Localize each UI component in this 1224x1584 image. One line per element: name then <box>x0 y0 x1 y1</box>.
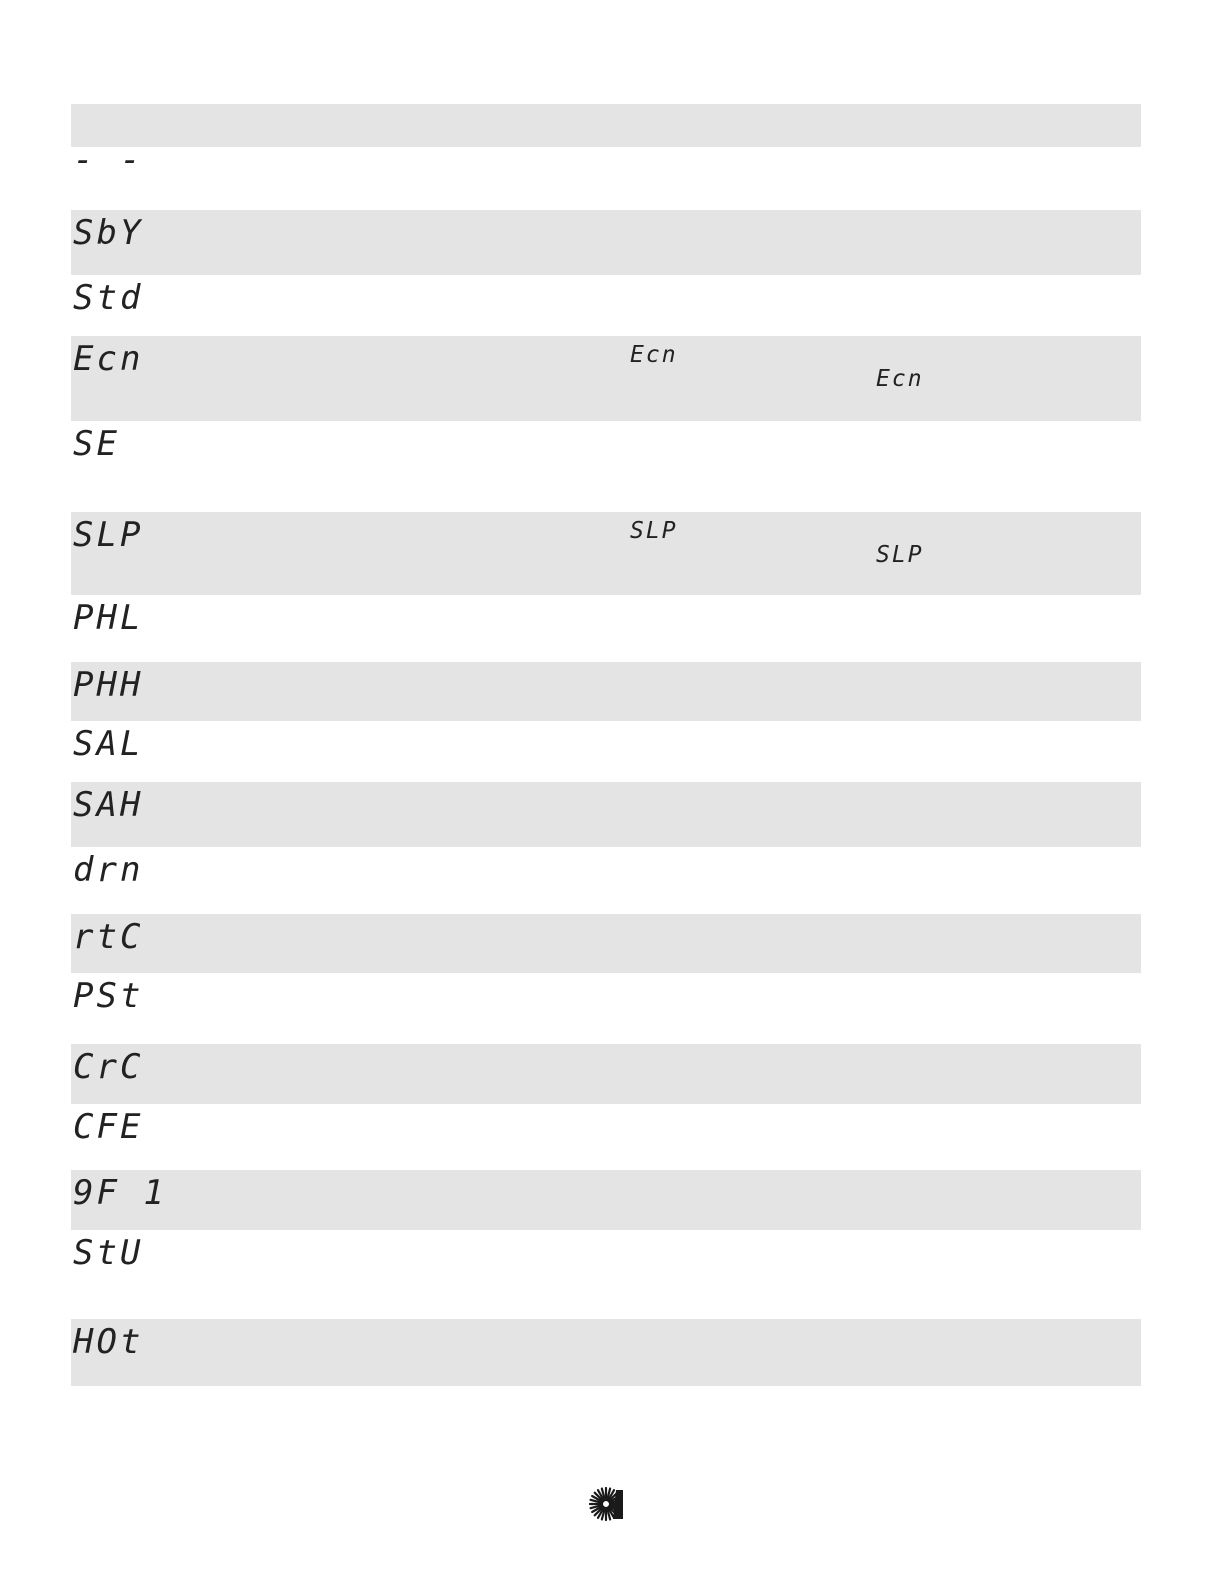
table-row <box>71 973 1141 1044</box>
display-code: 9F 1 <box>73 1173 167 1213</box>
display-code: PHL <box>73 598 144 638</box>
display-code: SAL <box>73 724 144 764</box>
table-row <box>71 721 1141 782</box>
display-code: Std <box>73 278 144 318</box>
table-row <box>71 1170 1141 1230</box>
table-row <box>71 914 1141 973</box>
table-row <box>71 1319 1141 1386</box>
table-header-row <box>71 104 1141 147</box>
display-code: drn <box>73 850 144 890</box>
display-code: Ecn <box>73 339 144 379</box>
table-row <box>71 275 1141 336</box>
display-code: rtC <box>73 917 144 957</box>
table-row <box>71 662 1141 721</box>
table-row <box>71 847 1141 914</box>
display-code: - - <box>73 140 144 180</box>
inline-display-code: Ecn <box>876 366 924 392</box>
display-code: SAH <box>73 785 144 825</box>
table-row <box>71 1104 1141 1170</box>
table-row <box>71 1230 1141 1319</box>
inline-display-code: SLP <box>876 542 924 568</box>
display-code: HOt <box>73 1322 144 1362</box>
display-code: SLP <box>73 515 144 555</box>
table-row <box>71 421 1141 512</box>
display-code: PHH <box>73 665 144 705</box>
table-row <box>71 512 1141 595</box>
display-code: SbY <box>73 213 144 253</box>
display-code: PSt <box>73 976 144 1016</box>
table-row <box>71 782 1141 847</box>
display-code: SE <box>73 424 120 464</box>
table-row <box>71 1044 1141 1104</box>
table-row <box>71 336 1141 421</box>
status-code-table <box>71 104 1141 1386</box>
table-row <box>71 595 1141 662</box>
table-row <box>71 210 1141 275</box>
display-code: CFE <box>73 1107 144 1147</box>
inline-display-code: Ecn <box>630 342 678 368</box>
display-code: StU <box>73 1233 144 1273</box>
display-code: CrC <box>73 1047 144 1087</box>
table-row <box>71 140 1141 210</box>
starburst-logo-icon <box>589 1486 625 1522</box>
inline-display-code: SLP <box>630 518 678 544</box>
